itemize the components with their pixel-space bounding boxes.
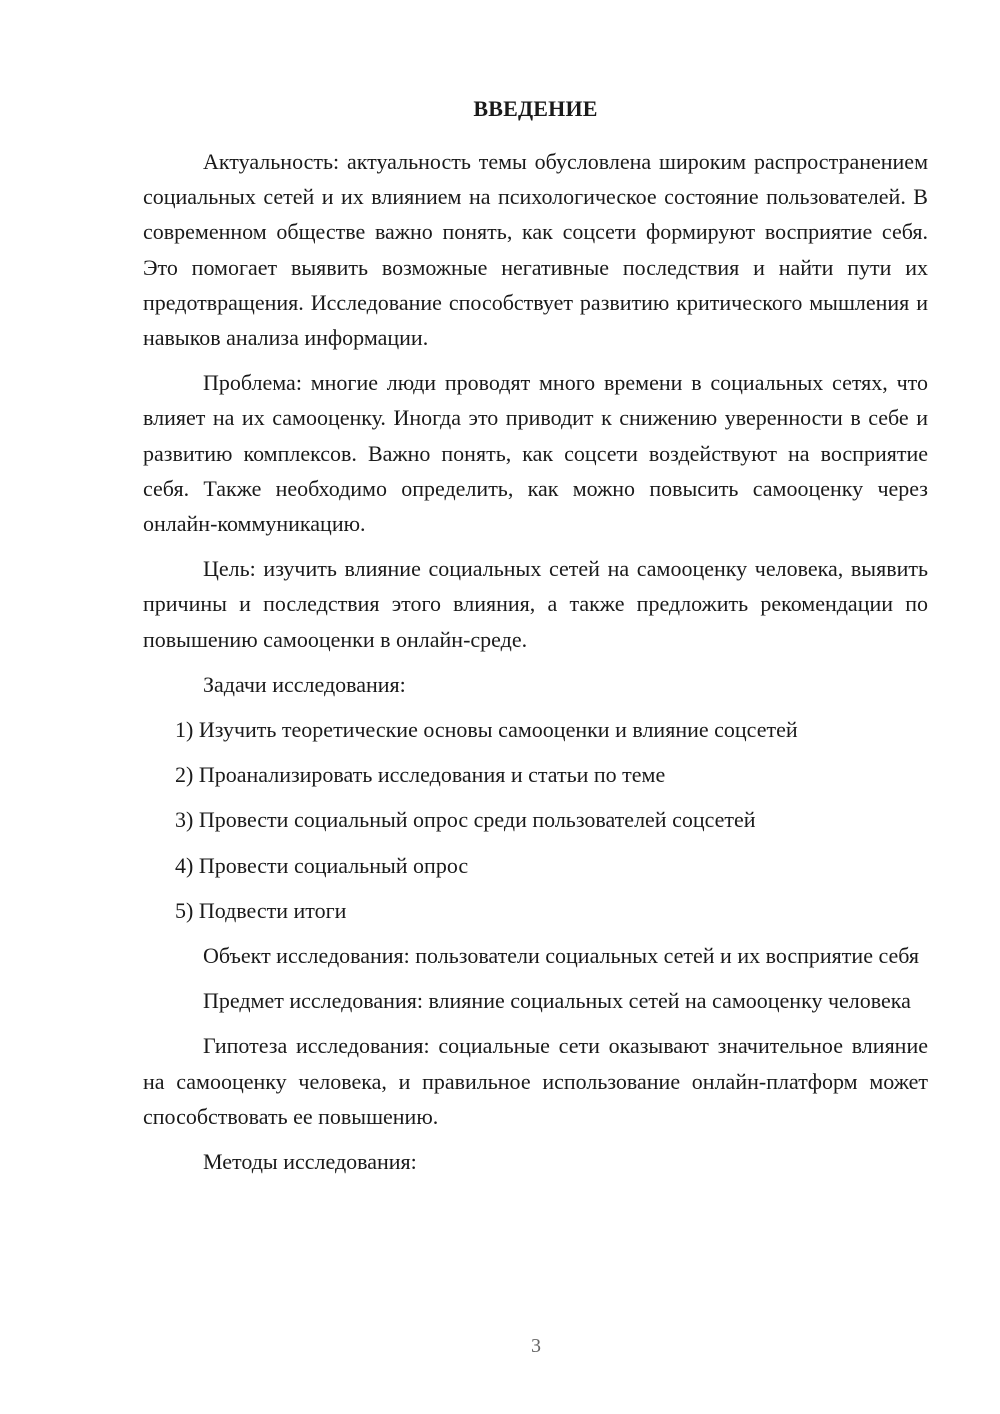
list-item: 4) Провести социальный опрос xyxy=(175,852,469,878)
paragraph-object: Объект исследования: пользователи социальных сетей и их восприятие себя xyxy=(203,943,920,969)
list-item: 3) Провести социальный опрос среди пользователей соцсетей xyxy=(175,807,756,833)
page-number: 3 xyxy=(531,1335,541,1357)
list-item: 5) Подвести итоги xyxy=(175,897,347,923)
paragraph-tasks-heading: Задачи исследования: xyxy=(203,671,406,697)
tasks-list xyxy=(143,712,928,928)
document-body xyxy=(143,94,928,1179)
section-title: ВВЕДЕНИЕ xyxy=(473,96,598,121)
paragraph-relevance: Актуальность: актуальность темы обусловлена широким распространением социальных сетей и их влиянием на психологическое состояние пользователей. В современном обществе важно понять, как соцсети формируют восприятие себя. Это помогает выявить возможные негативные последствия и найти пути их предотвращения. Исследование способствует развитию критического мышления и навыков анализа информации. xyxy=(143,149,928,351)
paragraph-methods: Методы исследования: xyxy=(203,1149,417,1175)
list-item: 1) Изучить теоретические основы самооценки и влияние соцсетей xyxy=(175,717,798,743)
paragraph-hypothesis: Гипотеза исследования: социальные сети оказывают значительное влияние на самооценку человека, и правильное использование онлайн-платформ может способствовать ее повышению. xyxy=(143,1033,928,1129)
paragraph-subject: Предмет исследования: влияние социальных сетей на самооценку человека xyxy=(203,988,911,1014)
paragraph-problem: Проблема: многие люди проводят много времени в социальных сетях, что влияет на их самооценку. Иногда это приводит к снижению уверенности в себе и развитию комплексов. Важно понять, как соцсети воздействуют на восприятие себя. Также необходимо определить, как можно повысить самооценку через онлайн-коммуникацию. xyxy=(143,370,928,537)
paragraph-goal: Цель: изучить влияние социальных сетей на самооценку человека, выявить причины и последствия этого влияния, а также предложить рекомендации по повышению самооценки в онлайн-среде. xyxy=(143,556,928,652)
list-item: 2) Проанализировать исследования и статьи по теме xyxy=(175,762,666,788)
